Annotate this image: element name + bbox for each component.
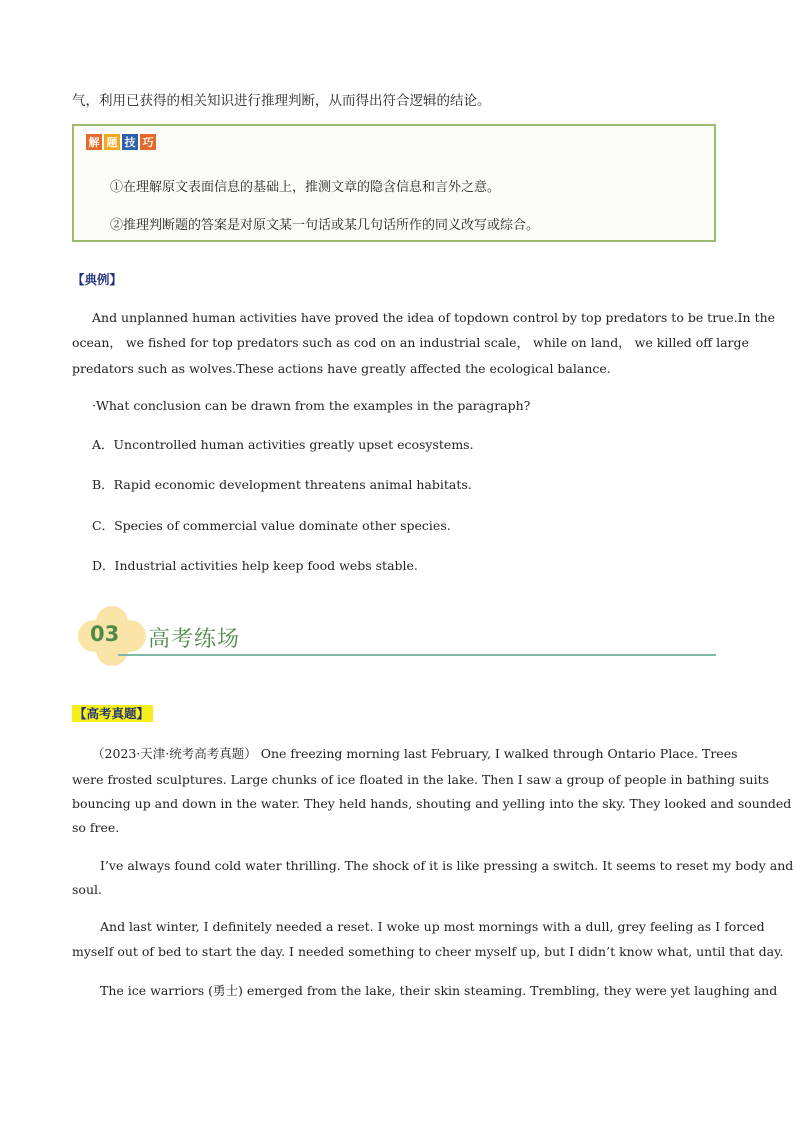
exam-label-text: 【高考真题】	[72, 705, 153, 722]
section-divider	[118, 654, 716, 656]
exam-p2-line-2: soul.	[72, 882, 102, 897]
intro-line: 气，利用已获得的相关知识进行推理判断，从而得出符合逻辑的结论。	[72, 93, 491, 109]
example-para-line-3: predators such as wolves.These actions have greatly affected the ecological balance.	[72, 361, 611, 376]
badge-jie: 解	[86, 134, 102, 150]
tip-1: ①在理解原文表面信息的基础上，推测文章的隐含信息和言外之意。	[110, 180, 501, 195]
badge-ji: 技	[122, 134, 138, 150]
section-title: 高考练场	[148, 627, 241, 652]
exam-label	[72, 704, 153, 722]
exam-p1-line-3: bouncing up and down in the water. They held hands, shouting and yelling into the sky. They looked and sounded	[72, 796, 792, 811]
tips-badges	[86, 134, 156, 150]
exam-p4-line-1: The ice warriors (勇士) emerged from the lake, their skin steaming. Trembling, they were yet laughing and	[100, 983, 778, 998]
exam-p1-line-1: （2023·天津·统考高考真题） One freezing morning last February, I walked through Ontario Place. Trees	[92, 746, 738, 761]
exam-p2-line-1: I’ve always found cold water thrilling. The shock of it is like pressing a switch. It seems to reset my body and	[100, 858, 794, 873]
exam-p1-line-4: so free.	[72, 820, 120, 835]
badge-ti: 题	[104, 134, 120, 150]
exam-p1-line-2: were frosted sculptures. Large chunks of ice floated in the lake. Then I saw a group of people in bathing suits	[72, 772, 770, 787]
tips-box	[72, 124, 716, 242]
option-a: A．Uncontrolled human activities greatly upset ecosystems.	[92, 437, 474, 452]
example-para-line-1: And unplanned human activities have proved the idea of topdown control by top predators to be true.In the	[92, 310, 776, 325]
badge-qiao: 巧	[140, 134, 156, 150]
tip-2: ②推理判断题的答案是对原文某一句话或某几句话所作的同义改写或综合。	[110, 218, 540, 233]
section-header	[78, 602, 720, 670]
section-number: 03	[90, 622, 120, 646]
exam-p3-line-1: And last winter, I definitely needed a reset. I woke up most mornings with a dull, grey feeling as I forced	[100, 919, 765, 934]
option-d: D．Industrial activities help keep food webs stable.	[92, 558, 418, 573]
example-para-line-2: ocean， we fished for top predators such as cod on an industrial scale， while on land， we killed off large	[72, 335, 749, 350]
example-label: 【典例】	[72, 272, 123, 287]
exam-p3-line-2: myself out of bed to start the day. I needed something to cheer myself up, but I didn’t know what, until that day.	[72, 944, 784, 959]
option-c: C．Species of commercial value dominate other species.	[92, 518, 451, 533]
example-question: ·What conclusion can be drawn from the examples in the paragraph?	[92, 398, 531, 413]
option-b: B．Rapid economic development threatens animal habitats.	[92, 477, 472, 492]
